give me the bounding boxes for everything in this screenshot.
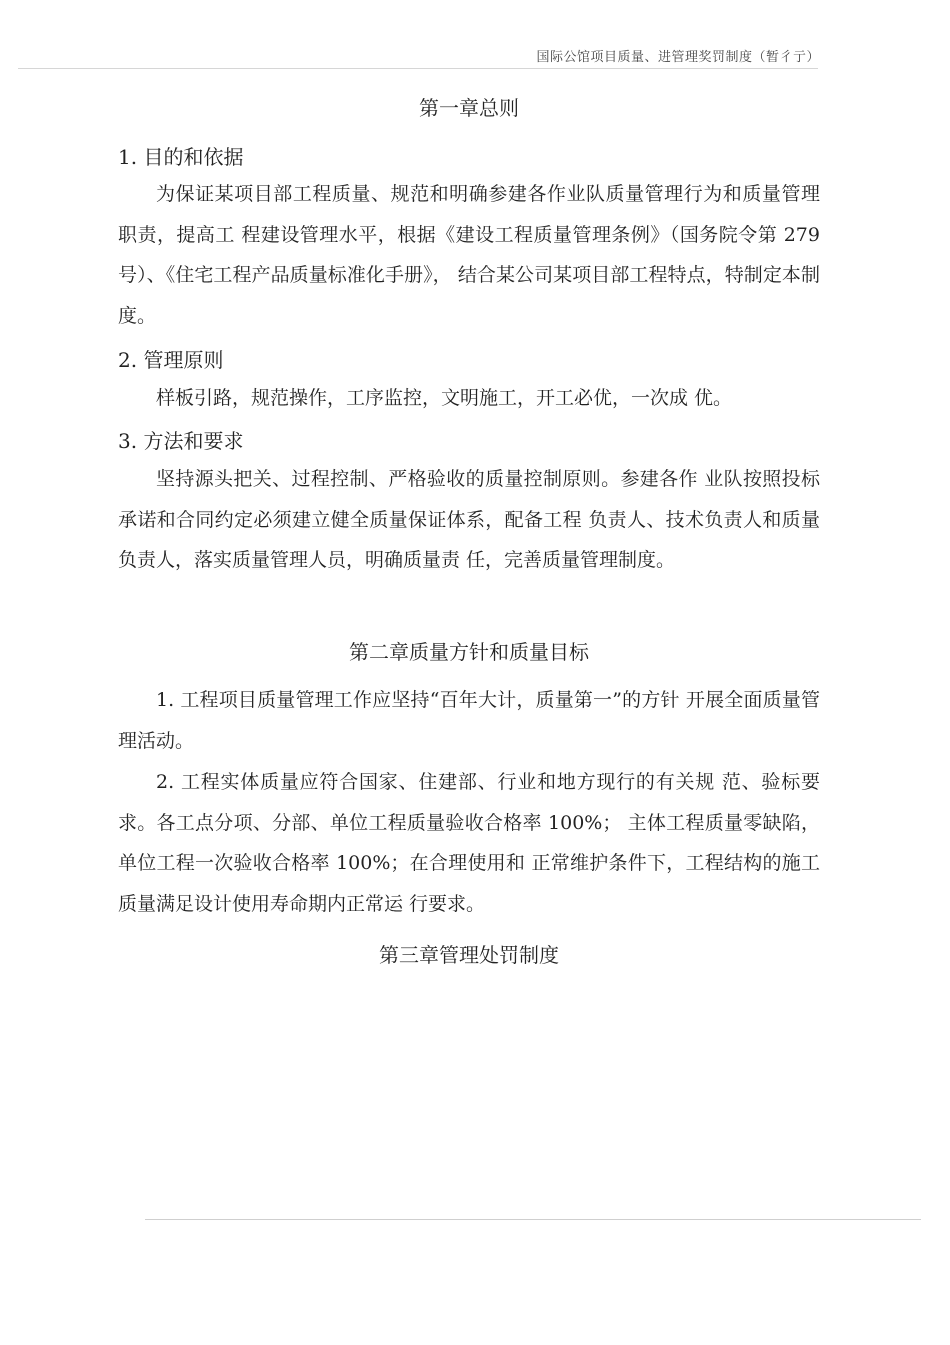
chapter-2-paragraph-1: 1. 工程项目质量管理工作应坚持“百年大计，质量第一”的方针 开展全面质量管理活动。	[118, 689, 820, 752]
section-2-paragraph: 样板引路，规范操作，工序监控，文明施工，开工必优，一次成 优。	[156, 387, 733, 409]
footer-divider	[145, 1219, 921, 1220]
section-3-paragraph: 坚持源头把关、过程控制、严格验收的质量控制原则。参建各作 业队按照投标承诺和合同约定必须建立健全质量保证体系，配备工程 负责人、技术负责人和质量负责人，落实质量管理人员，明确质量责 任，完善质量管理制度。	[118, 468, 820, 571]
chapter-1-title: 第一章总则	[419, 96, 519, 120]
section-1-heading: 1. 目的和依据	[118, 145, 244, 169]
chapter-3-title: 第三章管理处罚制度	[379, 943, 559, 967]
running-header: 国际公馆项目质量、进管理奖罚制度（暂彳亍）	[536, 50, 820, 65]
section-2-heading: 2. 管理原则	[118, 348, 224, 372]
section-3-heading: 3. 方法和要求	[118, 429, 244, 453]
section-1-paragraph: 为保证某项目部工程质量、规范和明确参建各作业队质量管理行为和质量管理职责，提高工 程建设管理水平，根据《建设工程质量管理条例》（国务院令第 279 号）、《住宅工程产品质量标准化手册》， 结合某公司某项目部工程特点，特制定本制度。	[118, 183, 820, 327]
chapter-2-paragraph-2: 2. 工程实体质量应符合国家、住建部、行业和地方现行的有关规 范、验标要求。各工点分项、分部、单位工程质量验收合格率 100%； 主体工程质量零缺陷，单位工程一次验收合格率 100%；在合理使用和 正常维护条件下，工程结构的施工质量满足设计使用寿命期内正常运 行要求。	[118, 771, 820, 915]
chapter-2-title: 第二章质量方针和质量目标	[349, 640, 589, 664]
header-divider	[18, 68, 818, 69]
